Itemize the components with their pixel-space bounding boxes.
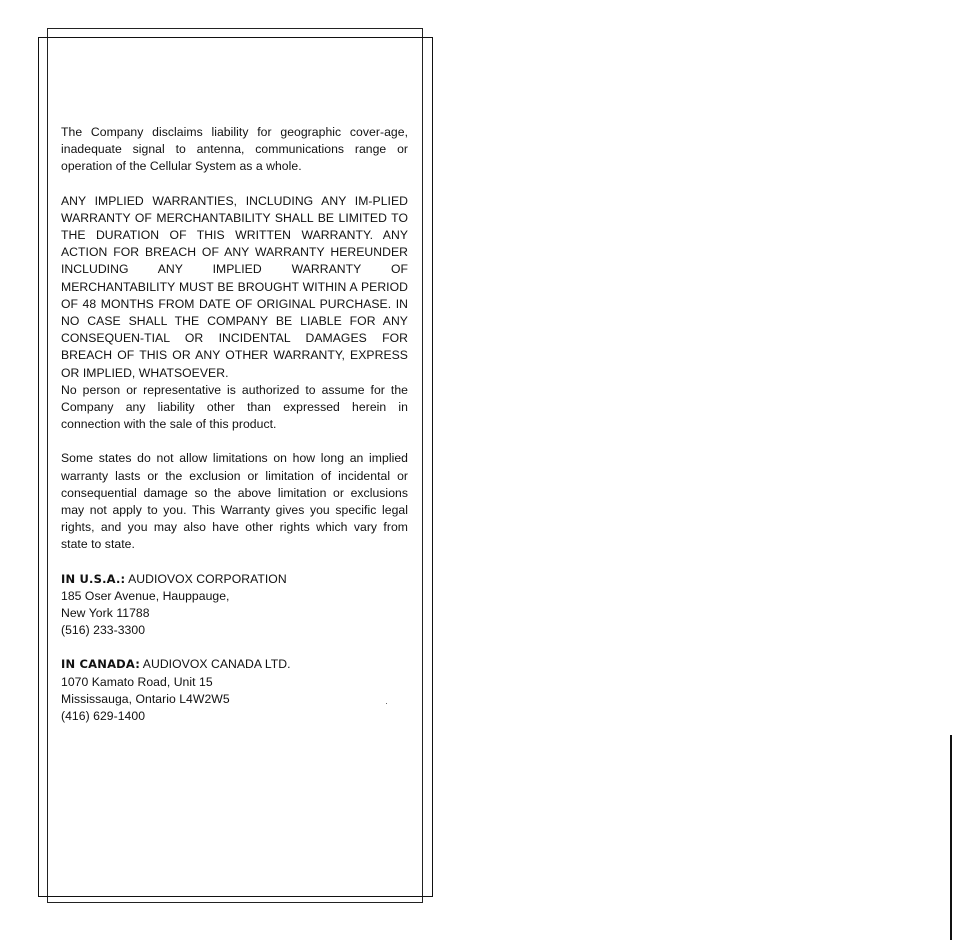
usa-company: AUDIOVOX CORPORATION: [125, 571, 287, 586]
warranty-text-block: [61, 124, 408, 725]
canada-phone: (416) 629-1400: [61, 709, 146, 724]
canada-label: IN CANADA:: [61, 657, 141, 672]
state-rights-paragraph: Some states do not allow limitations on how long an implied warranty lasts or the exclusion or limitation of incidental or consequential damage so the above limitation or exclusions may not apply to you. This Warranty gives you specific legal rights, and you may also have other rights which vary from state to state.: [61, 451, 408, 552]
implied-warranties-paragraph: ANY IMPLIED WARRANTIES, INCLUDING ANY IM-PLIED WARRANTY OF MERCHANTABILITY SHALL BE LIMITED TO THE DURATION OF THIS WRITTEN WARRANTY. ANY ACTION FOR BREACH OF ANY WARRANTY HEREUNDER INCLUDING ANY IMPLIED WARRANTY OF MERCHANTABILITY MUST BE BROUGHT WITHIN A PERIOD OF 48 MONTHS FROM DATE OF ORIGINAL PURCHASE. IN NO CASE SHALL THE COMPANY BE LIABLE FOR ANY CONSEQUEN-TIAL OR INCIDENTAL DAMAGES FOR BREACH OF THIS OR ANY OTHER WARRANTY, EXPRESS OR IMPLIED, WHATSOEVER.: [61, 193, 408, 380]
usa-label: IN U.S.A.:: [61, 571, 126, 586]
no-person-paragraph: No person or representative is authorized to assume for the Company any liability other than expressed herein in connection with the sale of this product.: [61, 382, 408, 432]
canada-company: AUDIOVOX CANADA LTD.: [140, 657, 291, 672]
canada-street: 1070 Kamato Road, Unit 15: [61, 674, 213, 689]
usa-address: [61, 571, 408, 640]
usa-company-line: [61, 571, 408, 588]
canada-city: Mississauga, Ontario L4W2W5: [61, 691, 230, 706]
scan-edge-line: [950, 735, 952, 940]
usa-street: 185 Oser Avenue, Hauppauge,: [61, 588, 230, 603]
disclaimer-paragraph: The Company disclaims liability for geographic cover-age, inadequate signal to antenna, communications range or operation of the Cellular System as a whole.: [61, 125, 408, 174]
canada-address: [61, 656, 408, 725]
canada-company-line: [61, 656, 408, 673]
usa-phone: (516) 233-3300: [61, 623, 146, 638]
usa-city: New York 11788: [61, 606, 150, 621]
